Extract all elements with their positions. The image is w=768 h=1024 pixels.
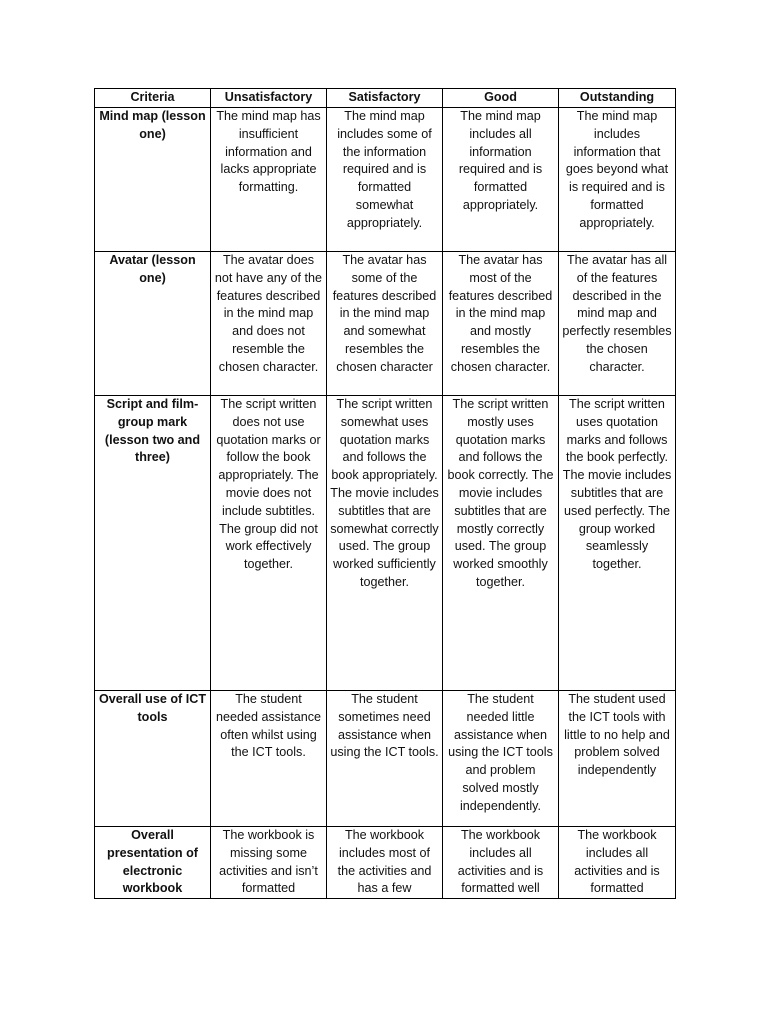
criteria-cell xyxy=(95,108,211,252)
criteria-label: Overall use of ICT tools xyxy=(98,692,207,724)
descriptor-text: The student needed little assistance when using the ICT tools and problem solved mostly independently. xyxy=(448,692,553,813)
descriptor-text: The workbook is missing some activities and isn’t formatted xyxy=(219,828,318,896)
outstanding-cell xyxy=(559,691,676,827)
descriptor-text: The avatar does not have any of the features described in the mind map and does not resemble the chosen character. xyxy=(214,253,323,374)
table-row xyxy=(95,252,676,396)
outstanding-cell xyxy=(559,396,676,691)
descriptor-text: The mind map includes some of the information required and is formatted somewhat appropriately. xyxy=(337,109,432,230)
satisfactory-cell xyxy=(327,691,443,827)
header-row xyxy=(95,89,676,108)
table-row xyxy=(95,691,676,827)
outstanding-cell xyxy=(559,827,676,899)
descriptor-text: The student used the ICT tools with little to no help and problem solved independently xyxy=(564,692,670,778)
rubric-table xyxy=(94,88,676,899)
descriptor-text: The script written mostly uses quotation marks and follows the book correctly. The movie includes subtitles that are mostly correctly used. The group worked smoothly together. xyxy=(447,397,554,589)
header-unsatisfactory: Unsatisfactory xyxy=(211,89,327,108)
criteria-label: Script and film-group mark (lesson two and three) xyxy=(104,397,201,465)
unsatisfactory-cell xyxy=(211,252,327,396)
criteria-cell xyxy=(95,691,211,827)
header-good: Good xyxy=(443,89,559,108)
descriptor-text: The mind map includes information that goes beyond what is required and is formatted appropriately. xyxy=(565,109,669,230)
good-cell xyxy=(443,108,559,252)
descriptor-text: The mind map has insufficient information and lacks appropriate formatting. xyxy=(216,109,321,195)
descriptor-text: The avatar has all of the features described in the mind map and perfectly resembles the chosen character. xyxy=(562,253,672,374)
satisfactory-cell xyxy=(327,827,443,899)
outstanding-cell xyxy=(559,252,676,396)
criteria-cell xyxy=(95,396,211,691)
criteria-cell xyxy=(95,827,211,899)
descriptor-text: The workbook includes all activities and is formatted well xyxy=(457,828,544,896)
satisfactory-cell xyxy=(327,252,443,396)
outstanding-cell xyxy=(559,108,676,252)
descriptor-text: The workbook includes all activities and is formatted xyxy=(574,828,660,896)
criteria-label: Mind map (lesson one) xyxy=(99,109,206,141)
header-outstanding: Outstanding xyxy=(559,89,676,108)
descriptor-text: The student sometimes need assistance when using the ICT tools. xyxy=(330,692,439,760)
header-criteria: Criteria xyxy=(95,89,211,108)
descriptor-text: The script written uses quotation marks and follows the book perfectly. The movie includes subtitles that are used perfectly. The group worked seamlessly together. xyxy=(562,397,672,572)
descriptor-text: The script written somewhat uses quotation marks and follows the book appropriately. The movie includes subtitles that are somewhat correctly used. The group worked sufficiently together. xyxy=(330,397,439,589)
good-cell xyxy=(443,827,559,899)
satisfactory-cell xyxy=(327,108,443,252)
table-row xyxy=(95,827,676,899)
descriptor-text: The script written does not use quotation marks or follow the book appropriately. The movie does not include subtitles. The group did not work effectively together. xyxy=(216,397,321,572)
table-row xyxy=(95,396,676,691)
good-cell xyxy=(443,396,559,691)
unsatisfactory-cell xyxy=(211,108,327,252)
good-cell xyxy=(443,252,559,396)
good-cell xyxy=(443,691,559,827)
unsatisfactory-cell xyxy=(211,691,327,827)
criteria-cell xyxy=(95,252,211,396)
descriptor-text: The mind map includes all information required and is formatted appropriately. xyxy=(458,109,543,212)
header-satisfactory: Satisfactory xyxy=(327,89,443,108)
descriptor-text: The student needed assistance often whilst using the ICT tools. xyxy=(215,692,322,760)
table-row xyxy=(95,108,676,252)
criteria-label: Overall presentation of electronic workbook xyxy=(107,828,198,896)
unsatisfactory-cell xyxy=(211,827,327,899)
unsatisfactory-cell xyxy=(211,396,327,691)
descriptor-text: The workbook includes most of the activities and has a few xyxy=(337,828,432,896)
satisfactory-cell xyxy=(327,396,443,691)
descriptor-text: The avatar has most of the features described in the mind map and mostly resembles the chosen character. xyxy=(448,253,553,374)
criteria-label: Avatar (lesson one) xyxy=(109,253,196,285)
descriptor-text: The avatar has some of the features described in the mind map and somewhat resembles the chosen character xyxy=(332,253,437,374)
